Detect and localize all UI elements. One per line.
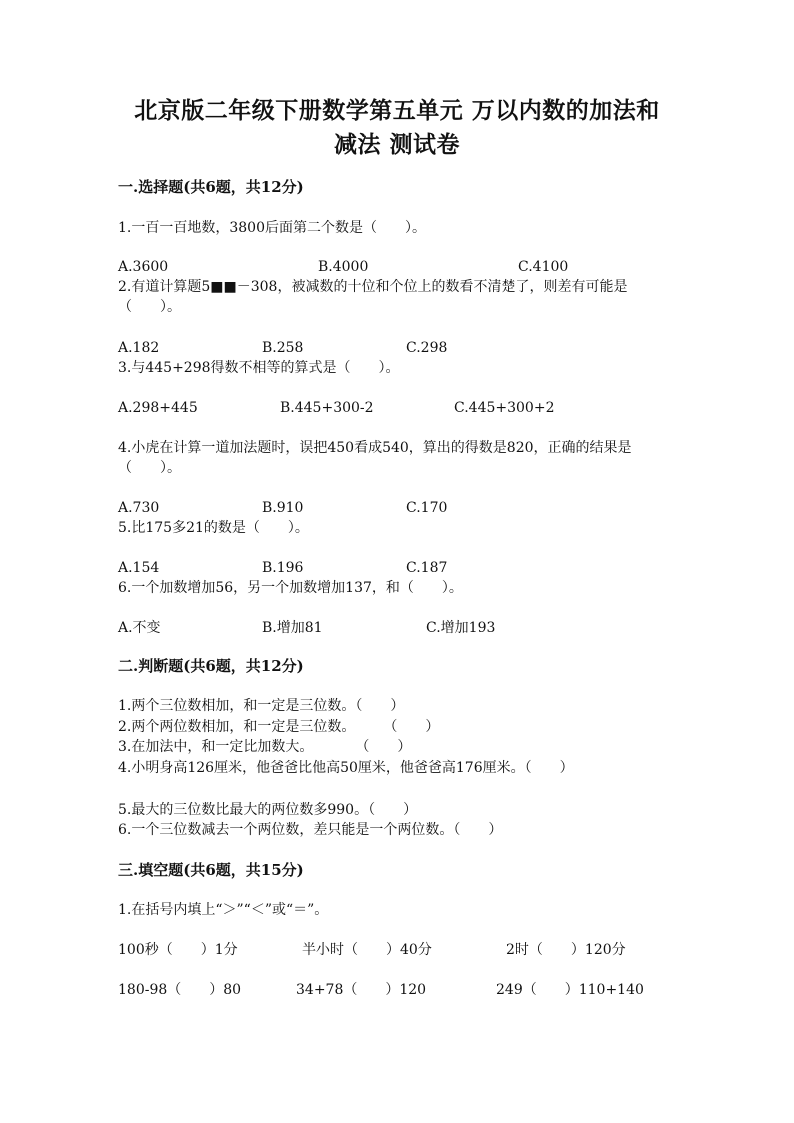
option-a: A.不变 (118, 620, 161, 636)
question-text: 3.与445+298得数不相等的算式是（ ）。 (118, 360, 400, 376)
option-b: B.445+300-2 (280, 400, 374, 416)
judgment-item: 2.两个两位数相加，和一定是三位数。 （ ） (118, 719, 440, 735)
option-b: B.196 (262, 560, 304, 576)
question-text: 1.在括号内填上“＞”“＜”或“＝”。 (118, 902, 329, 918)
option-c: C.187 (406, 560, 448, 576)
option-b: B.4000 (318, 259, 369, 275)
option-a: A.730 (118, 500, 160, 516)
compare-item: 249（ ）110+140 (496, 982, 644, 998)
question-text: 6.一个加数增加56，另一个加数增加137，和（ ）。 (118, 580, 463, 596)
option-c: C.4100 (518, 259, 569, 275)
question-text: 1.一百一百地数，3800后面第二个数是（ ）。 (118, 220, 426, 236)
option-c: C.170 (406, 500, 448, 516)
compare-item: 100秒（ ）1分 (118, 942, 238, 958)
judgment-item: 3.在加法中，和一定比加数大。 （ ） (118, 739, 412, 755)
question-text: 2.有道计算题5■■－308，被减数的十位和个位上的数看不清楚了，则差有可能是（ ）。 (118, 279, 628, 315)
judgment-item: 1.两个三位数相加，和一定是三位数。（ ） (118, 698, 405, 714)
page-title-line-2: 减法 测试卷 (333, 131, 460, 158)
option-b: B.增加81 (262, 620, 323, 636)
option-a: A.182 (118, 340, 160, 356)
option-c: C.445+300+2 (454, 400, 555, 416)
compare-item: 2时（ ）120分 (506, 942, 626, 958)
option-a: A.298+445 (118, 400, 198, 416)
option-c: C.增加193 (426, 620, 496, 636)
section-heading-judgment: 二.判断题(共6题，共12分) (118, 657, 304, 675)
judgment-item: 4.小明身高126厘米，他爸爸比他高50厘米，他爸爸高176厘米。（ ） (118, 760, 574, 776)
option-b: B.910 (262, 500, 304, 516)
compare-item: 半小时（ ）40分 (302, 942, 432, 958)
option-a: A.3600 (118, 259, 169, 275)
page-title-line-1: 北京版二年级下册数学第五单元 万以内数的加法和 (134, 97, 660, 124)
judgment-item: 5.最大的三位数比最大的两位数多990。（ ） (118, 802, 418, 818)
compare-item: 34+78（ ）120 (296, 982, 427, 998)
section-heading-choice: 一.选择题(共6题，共12分) (118, 178, 304, 196)
compare-item: 180-98（ ）80 (118, 982, 242, 998)
question-text: 4.小虎在计算一道加法题时，误把450看成540，算出的得数是820，正确的结果是（ ）。 (118, 440, 632, 476)
option-c: C.298 (406, 340, 448, 356)
judgment-item: 6.一个三位数减去一个两位数，差只能是一个两位数。（ ） (118, 822, 503, 838)
option-a: A.154 (118, 560, 160, 576)
option-b: B.258 (262, 340, 304, 356)
question-text: 5.比175多21的数是（ ）。 (118, 520, 309, 536)
section-heading-fill-in: 三.填空题(共6题，共15分) (118, 861, 304, 879)
